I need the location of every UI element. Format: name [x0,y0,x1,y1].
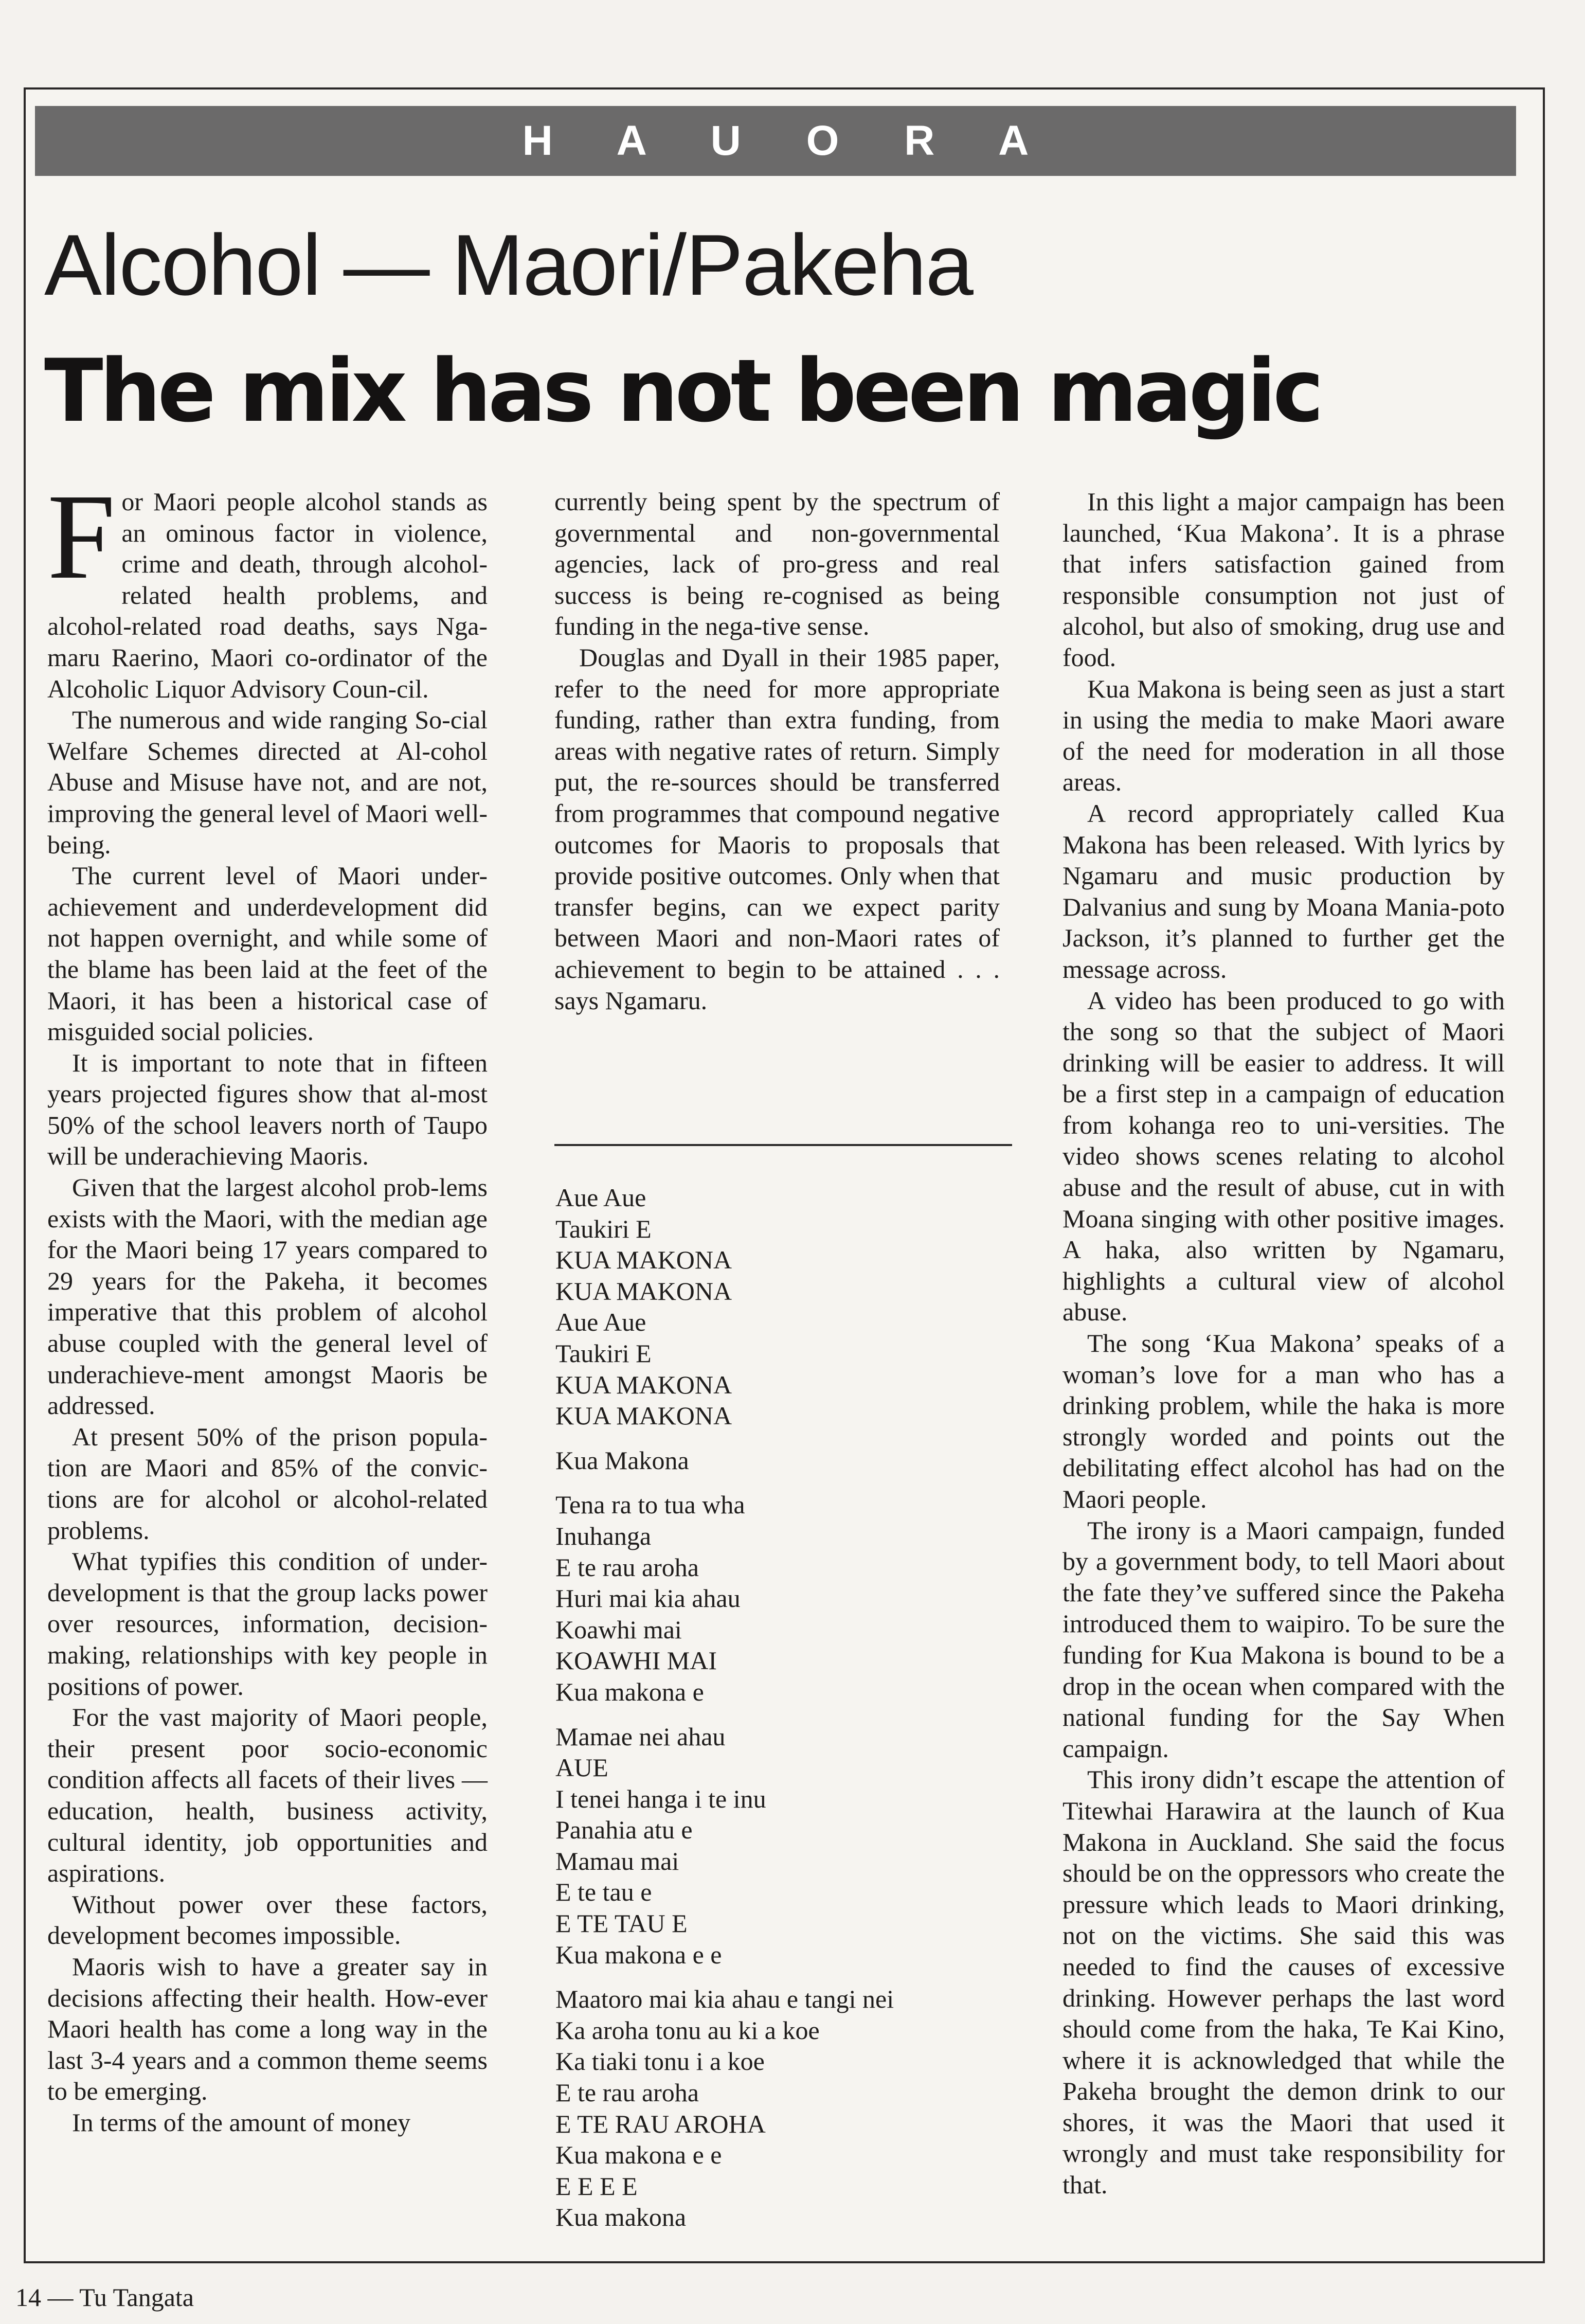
lyric-line: E te tau e [555,1878,652,1907]
lyric-line: KUA MAKONA [555,1370,732,1399]
drop-cap: F [47,469,116,604]
lyrics-stanza [555,1445,1018,1476]
lyric-line: KUA MAKONA [555,1401,732,1431]
column-divider-rule [554,1144,1012,1146]
lyric-line: Tena ra to tua wha [555,1490,745,1519]
article-paragraph: It is important to note that in fifteen years projected figures show that al-most 50% of the school leavers north of Taupo will be underachieving Maoris. [47,1048,488,1171]
article-paragraph: The current level of Maori under-achievement and underdevelopment did not happen overnight, and while some of the blame has been laid at the feet of the Maori, it has been a historical case of misguided social policies. [47,861,488,1046]
lyric-line: E E E E [555,2171,638,2201]
article-paragraph: Given that the largest alcohol prob-lems exists with the Maori, with the median age for the Maori being 17 years compared to 29 years for the Pakeha, it becomes imperative that this problem of alcohol abuse coupled with the general level of underachieve-ment amongst Maoris be addressed. [47,1173,488,1420]
lyrics-stanza [555,1182,1018,1432]
lyric-line: E TE RAU AROHA [555,2109,766,2138]
lyric-line: Mamae nei ahau [555,1722,726,1751]
article-paragraph: For the vast majority of Maori people, their present poor socio-economic condition affects all facets of their lives — education, health, business activity, cultural identity, job opportunities and aspirations. [47,1703,488,1888]
lyric-line: Ka tiaki tonu i a koe [555,2047,765,2076]
lyric-line: E te rau aroha [555,1552,699,1582]
headline-secondary: The mix has not been magic [44,341,1321,441]
article-paragraph: At present 50% of the prison popula-tion are Maori and 85% of the convic-tions are for alcohol or alcohol-related problems. [47,1422,488,1545]
lyric-line: Kua makona [555,2203,687,2232]
headline-primary: Alcohol — Maori/Pakeha [44,217,972,313]
lyric-line: KOAWHI MAI [555,1646,717,1675]
article-column-2 [554,486,1000,1016]
article-paragraph: Kua Makona is being seen as just a start in using the media to make Maori aware of the need for moderation in all those areas. [1062,674,1505,797]
article-paragraph: This irony didn’t escape the attention of Titewhai Harawira at the launch of Kua Makona in Auckland. She said the focus should be on the oppressors who create the pressure which leads to Maori drinking, not on the victims. She said this was needed to find the causes of excessive drinking. However perhaps the last word should come from the haka, Te Kai Kino, where it is acknowledged that while the Pakeha brought the demon drink to our shores, it was the Maori that used it wrongly and must take responsibility for that. [1062,1765,1505,2200]
lyric-line: Panahia atu e [555,1815,693,1845]
lyric-line: Maatoro mai kia ahau e tangi nei [555,1985,894,2014]
article-paragraph: A video has been produced to go with the song so that the subject of Maori drinking will be easier to address. It will be a first step in a campaign of education from kohanga reo to uni-versities. The video shows scenes relating to alcohol abuse and the result of abuse, cut in with Moana singing with other positive images. A haka, also written by Ngamaru, highlights a cultural view of alcohol abuse. [1062,986,1505,1327]
article-paragraph: The numerous and wide ranging So-cial Welfare Schemes directed at Al-cohol Abuse and Misuse have not, and are not, improving the general level of Maori well-being. [47,705,488,859]
article-paragraph: For Maori people alcohol stands as an ominous factor in violence, crime and death, through alcohol-related health problems, and alcohol-related road deaths, says Nga-maru Raerino, Maori co-ordinator of the Alcoholic Liquor Advisory Coun-cil. [47,469,488,703]
article-paragraph: Without power over these factors, development becomes impossible. [47,1889,488,1950]
article-paragraph: In this light a major campaign has been launched, ‘Kua Makona’. It is a phrase that infers satisfaction gained from responsible consumption not just of alcohol, but also of smoking, drug use and food. [1062,487,1505,672]
article-paragraph: A record appropriately called Kua Makona has been released. With lyrics by Ngamaru and music production by Dalvanius and sung by Moana Mania-poto Jackson, it’s planned to further get the message across. [1062,798,1505,984]
lyric-line: I tenei hanga i te inu [555,1784,766,1813]
article-paragraph: Maoris wish to have a greater say in decisions affecting their health. How-ever Maori health has come a long way in the last 3-4 years and a common theme seems to be emerging. [47,1952,488,2106]
lyrics-stanza [555,1983,1018,2233]
lyric-line: E TE TAU E [555,1909,688,1938]
lyric-line: Mamau mai [555,1846,679,1875]
lyric-line: AUE [555,1753,608,1782]
song-lyrics [555,1182,1018,2246]
article-column-3 [1062,486,1505,2201]
lyrics-stanza [555,1721,1018,1971]
lyric-line: Kua makona e e [555,2140,722,2170]
article-column-1 [47,469,488,2138]
lyric-line: Aue Aue [555,1183,646,1212]
article-paragraph: The irony is a Maori campaign, funded by a government body, to tell Maori about the fate they’ve suffered since the Pakeha introduced them to waipiro. To be sure the funding for Kua Makona is bound to be a drop in the ocean when compared with the national funding for the Say When campaign. [1062,1515,1505,1763]
section-title: H A U O R A [522,117,1056,164]
page-footer: 14 — Tu Tangata [15,2283,194,2312]
lyric-line: Kua makona e [555,1677,704,1706]
lyric-line: Huri mai kia ahau [555,1584,741,1613]
article-paragraph: The song ‘Kua Makona’ speaks of a woman’s love for a man who has a drinking problem, while the haka is more strongly worded and points out the debilitating effect alcohol has had on the Maori people. [1062,1329,1505,1513]
lyric-line: Ka aroha tonu au ki a koe [555,2015,820,2045]
lyric-line: Aue Aue [555,1308,646,1337]
lyric-line: Kua Makona [555,1445,689,1475]
lyric-line: KUA MAKONA [555,1245,732,1275]
lyric-line: E te rau aroha [555,2078,699,2107]
lyrics-stanza [555,1489,1018,1707]
lyric-line: Kua makona e e [555,1940,722,1969]
section-banner [35,106,1516,176]
lyric-line: Koawhi mai [555,1615,682,1644]
article-paragraph: currently being spent by the spectrum of governmental and non-governmental agencies, lack of pro-gress and real success is being re-cognised as being funding in the nega-tive sense. [554,487,1000,641]
lyric-line: Inuhanga [555,1521,652,1550]
lyric-line: KUA MAKONA [555,1276,732,1306]
article-paragraph: What typifies this condition of under-development is that the group lacks power over resources, information, decision-making, relationships with key people in positions of power. [47,1547,488,1701]
lyric-line: Taukiri E [555,1338,652,1368]
lyric-line: Taukiri E [555,1214,652,1243]
article-paragraph: Douglas and Dyall in their 1985 paper, refer to the need for more appropriate funding, rather than extra funding, from areas with negative rates of return. Simply put, the re-sources should be transferred from programmes that compound negative outcomes for Maoris to proposals that provide positive outcomes. Only when that transfer begins, can we expect parity between Maori and non-Maori rates of achievement to begin to be attained . . . says Ngamaru. [554,642,1000,1015]
article-paragraph: In terms of the amount of money [72,2107,411,2137]
